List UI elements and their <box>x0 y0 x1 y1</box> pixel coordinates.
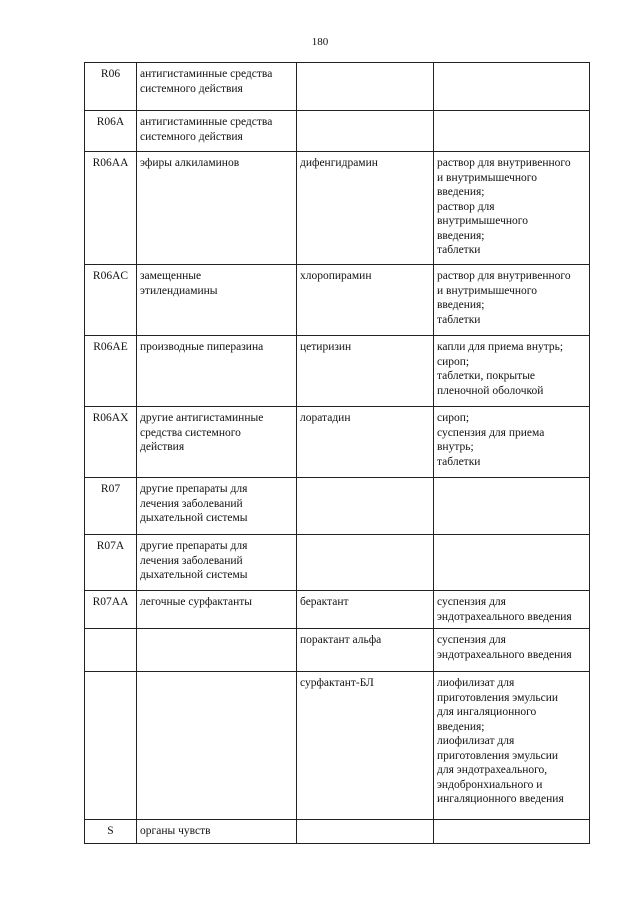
dosage-forms-line: для ингаляционного <box>437 706 537 718</box>
drug-name-cell <box>297 535 434 591</box>
drug-name-cell <box>297 478 434 535</box>
group-name-line: этилендиамины <box>140 284 218 297</box>
dosage-forms-line: ингаляционного введения <box>437 793 564 805</box>
dosage-forms-line: суспензия для <box>437 634 506 646</box>
dosage-forms-line: суспензия для приема <box>437 426 545 439</box>
group-name-cell <box>137 111 297 152</box>
drug-name-cell <box>297 63 434 111</box>
atc-code-text: R06A <box>96 116 125 128</box>
dosage-forms-line: таблетки <box>437 244 481 256</box>
dosage-forms-line: введения; <box>437 299 485 311</box>
dosage-forms-cell <box>434 152 590 265</box>
group-name-line: замещенные <box>140 270 202 282</box>
drug-name-cell <box>297 820 434 844</box>
atc-code-cell <box>85 265 137 336</box>
group-name-line: лечения заболеваний <box>140 497 243 510</box>
dosage-forms-line: внутрь; <box>437 441 474 453</box>
table-row <box>85 672 590 820</box>
group-name-line: дыхательной системы <box>140 512 248 524</box>
atc-code-text: R07 <box>100 483 121 495</box>
drug-name-cell <box>297 265 434 336</box>
dosage-forms-line: таблетки, покрытые <box>437 370 536 382</box>
dosage-forms-line: капли для приема внутрь; <box>437 341 564 353</box>
table-row <box>85 629 590 672</box>
group-name-cell <box>137 820 297 844</box>
group-name-cell <box>137 336 297 407</box>
dosage-forms-cell <box>434 63 590 111</box>
atc-code-cell <box>85 629 137 672</box>
dosage-forms-line: приготовления эмульсии <box>437 691 559 704</box>
atc-code-text: R06AE <box>93 341 128 353</box>
dosage-forms-line: введения; <box>437 720 485 733</box>
drug-name-cell <box>297 407 434 478</box>
atc-code-cell <box>85 336 137 407</box>
dosage-forms-line: пленочной оболочкой <box>437 384 544 397</box>
dosage-forms-line: раствор для <box>437 200 495 213</box>
table-body <box>85 63 590 844</box>
table-row <box>85 535 590 591</box>
drug-name-cell <box>297 336 434 407</box>
dosage-forms-cell <box>434 111 590 152</box>
table-row <box>85 63 590 111</box>
table-row <box>85 265 590 336</box>
group-name-line: дыхательной системы <box>140 569 248 581</box>
drug-name-cell <box>297 629 434 672</box>
dosage-forms-line: таблетки <box>437 455 481 468</box>
dosage-forms-line: раствор для внутривенного <box>437 157 571 169</box>
group-name-cell <box>137 478 297 535</box>
group-name-line: средства системного <box>140 426 241 439</box>
dosage-forms-line: сироп; <box>437 412 470 424</box>
atc-code-cell <box>85 407 137 478</box>
group-name-line: антигистаминные средства <box>140 68 273 80</box>
group-name-cell <box>137 629 297 672</box>
drug-name-line: сурфактант-БЛ <box>300 677 374 689</box>
atc-code-cell <box>85 63 137 111</box>
table-row <box>85 336 590 407</box>
group-name-cell <box>137 407 297 478</box>
atc-code-cell <box>85 591 137 629</box>
dosage-forms-cell <box>434 672 590 820</box>
dosage-forms-line: эндотрахеального введения <box>437 610 572 623</box>
dosage-forms-line: суспензия для <box>437 596 506 608</box>
group-name-cell <box>137 672 297 820</box>
drug-name-cell <box>297 152 434 265</box>
dosage-forms-cell <box>434 478 590 535</box>
dosage-forms-line: лиофилизат для <box>437 677 515 689</box>
group-name-line: действия <box>140 441 185 453</box>
dosage-forms-line: сироп; <box>437 355 470 368</box>
drug-name-line: лоратадин <box>300 412 351 424</box>
group-name-line: легочные сурфактанты <box>140 596 252 608</box>
table-row <box>85 478 590 535</box>
group-name-line: антигистаминные средства <box>140 116 273 128</box>
table-row <box>85 820 590 844</box>
dosage-forms-line: введения; <box>437 186 485 198</box>
group-name-cell <box>137 265 297 336</box>
table-row <box>85 591 590 629</box>
dosage-forms-line: и внутримышечного <box>437 171 537 184</box>
group-name-line: эфиры алкиламинов <box>140 157 240 169</box>
page-number: 180 <box>311 36 329 48</box>
atc-code-text: S <box>107 825 114 837</box>
group-name-cell <box>137 152 297 265</box>
group-name-line: другие антигистаминные <box>140 412 264 424</box>
group-name-line: органы чувств <box>140 825 211 837</box>
dosage-forms-cell <box>434 820 590 844</box>
atc-code-cell <box>85 672 137 820</box>
dosage-forms-line: эндотрахеального введения <box>437 648 572 661</box>
dosage-forms-cell <box>434 535 590 591</box>
atc-code-cell <box>85 152 137 265</box>
atc-code-cell <box>85 535 137 591</box>
atc-code-cell <box>85 111 137 152</box>
dosage-forms-line: приготовления эмульсии <box>437 749 559 762</box>
atc-code-text: R06AX <box>92 412 129 424</box>
atc-code-cell <box>85 478 137 535</box>
drug-name-line: цетиризин <box>300 341 352 353</box>
dosage-forms-cell <box>434 407 590 478</box>
dosage-forms-cell <box>434 336 590 407</box>
table-row <box>85 152 590 265</box>
dosage-forms-line: таблетки <box>437 313 481 326</box>
group-name-cell <box>137 63 297 111</box>
atc-code-text: R06AC <box>92 270 129 282</box>
drug-name-cell <box>297 672 434 820</box>
dosage-forms-cell <box>434 265 590 336</box>
group-name-line: другие препараты для <box>140 483 248 495</box>
group-name-line: другие препараты для <box>140 540 248 552</box>
atc-code-text: R07AA <box>92 596 129 608</box>
dosage-forms-line: лиофилизат для <box>437 735 515 747</box>
drug-name-line: хлоропирамин <box>300 270 372 282</box>
table-row <box>85 407 590 478</box>
drug-table <box>84 62 590 844</box>
dosage-forms-line: раствор для внутривенного <box>437 270 571 282</box>
dosage-forms-line: для эндотрахеального, <box>437 764 548 776</box>
drug-name-line: берактант <box>300 596 349 608</box>
group-name-cell <box>137 535 297 591</box>
atc-code-text: R06AA <box>92 157 129 169</box>
dosage-forms-cell <box>434 591 590 629</box>
group-name-cell <box>137 591 297 629</box>
drug-name-line: порактант альфа <box>300 634 382 646</box>
drug-name-cell <box>297 591 434 629</box>
dosage-forms-line: эндобронхиального и <box>437 778 543 791</box>
dosage-forms-cell <box>434 629 590 672</box>
atc-code-cell <box>85 820 137 844</box>
dosage-forms-line: и внутримышечного <box>437 284 537 297</box>
group-name-line: системного действия <box>140 130 243 143</box>
group-name-line: системного действия <box>140 82 243 95</box>
drug-name-cell <box>297 111 434 152</box>
group-name-line: лечения заболеваний <box>140 554 243 567</box>
dosage-forms-line: введения; <box>437 229 485 242</box>
dosage-forms-line: внутримышечного <box>437 215 528 227</box>
drug-name-line: дифенгидрамин <box>300 157 378 169</box>
table-row <box>85 111 590 152</box>
atc-code-text: R06 <box>100 68 121 80</box>
group-name-line: производные пиперазина <box>140 341 264 353</box>
atc-code-text: R07A <box>96 540 125 552</box>
